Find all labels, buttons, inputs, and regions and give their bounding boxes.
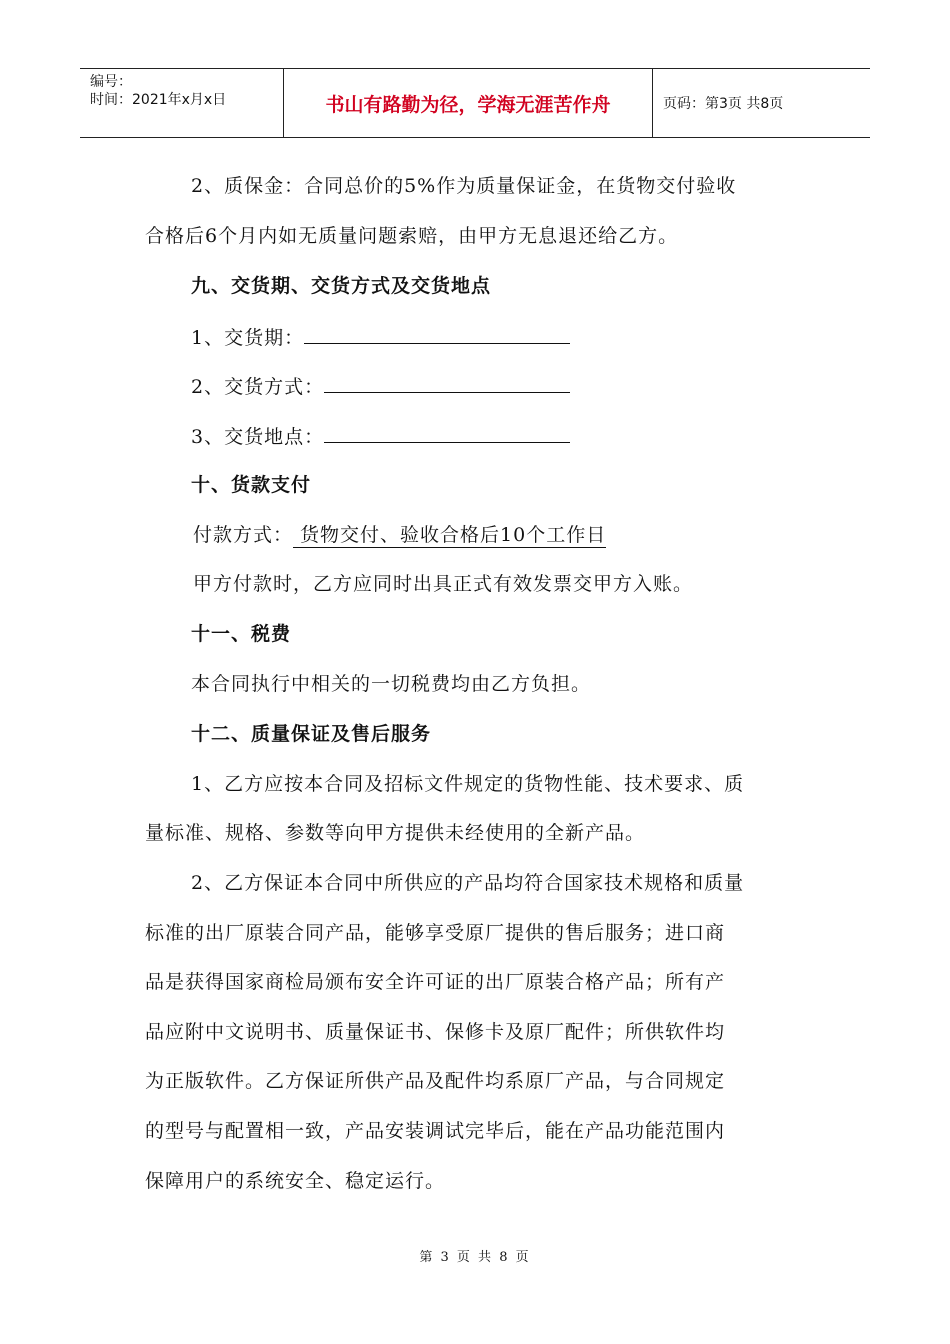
paragraph-quality-deposit-line2: 合格后6个月内如无质量问题索赔，由甲方无息退还给乙方。 (145, 225, 679, 247)
header-page-number: 页码：第3页 共8页 (663, 96, 784, 112)
paragraph-quality-deposit-line1: 2、质保金：合同总价的5%作为质量保证金，在货物交付验收 (191, 175, 737, 197)
delivery-method-label: 2、交货方式： (191, 376, 325, 398)
header-motto: 书山有路勤为径，学海无涯苦作舟 (284, 69, 653, 137)
header-meta-cell (80, 69, 284, 137)
page-footer-number: 第 3 页 共 8 页 (419, 1250, 531, 1265)
delivery-place-label: 3、交货地点： (191, 426, 325, 448)
document-number-label: 编号： (90, 74, 132, 90)
delivery-place-row (191, 422, 570, 450)
warranty-item2-line4: 品应附中文说明书、质量保证书、保修卡及原厂配件；所供软件均 (145, 1021, 726, 1043)
delivery-period-row (191, 323, 570, 351)
warranty-item2-line5: 为正版软件。乙方保证所供产品及配件均系原厂产品，与合同规定 (145, 1070, 726, 1092)
warranty-item1-line2: 量标准、规格、参数等向甲方提供未经使用的全新产品。 (145, 822, 646, 844)
section-heading-delivery: 九、交货期、交货方式及交货地点 (191, 275, 492, 297)
payment-method-value: 货物交付、验收合格后10个工作日 (293, 524, 607, 546)
payment-method-label: 付款方式： (193, 524, 294, 546)
payment-invoice-text: 甲方付款时，乙方应同时出具正式有效发票交甲方入账。 (193, 573, 694, 595)
section-heading-payment: 十、货款支付 (191, 474, 312, 496)
warranty-item2-line3: 品是获得国家商检局颁布安全许可证的出厂原装合格产品；所有产 (145, 971, 726, 993)
section-heading-warranty: 十二、质量保证及售后服务 (191, 723, 432, 745)
delivery-period-label: 1、交货期： (191, 327, 305, 349)
page-header (80, 68, 870, 138)
warranty-item2-line2: 标准的出厂原装合同产品，能够享受原厂提供的售后服务；进口商 (145, 922, 726, 944)
warranty-item2-line7: 保障用户的系统安全、稳定运行。 (145, 1170, 446, 1192)
delivery-method-blank[interactable] (324, 372, 570, 393)
document-time-label: 时间：2021年x月x日 (90, 92, 227, 108)
warranty-item1-line1: 1、乙方应按本合同及招标文件规定的货物性能、技术要求、质 (191, 773, 745, 795)
section-heading-tax: 十一、税费 (191, 623, 292, 645)
delivery-method-row (191, 372, 570, 400)
tax-text: 本合同执行中相关的一切税费均由乙方负担。 (191, 673, 592, 695)
delivery-period-blank[interactable] (304, 323, 570, 344)
delivery-place-blank[interactable] (324, 422, 570, 443)
payment-method-row (193, 522, 606, 548)
warranty-item2-line1: 2、乙方保证本合同中所供应的产品均符合国家技术规格和质量 (191, 872, 745, 894)
warranty-item2-line6: 的型号与配置相一致，产品安装调试完毕后，能在产品功能范围内 (145, 1120, 726, 1142)
